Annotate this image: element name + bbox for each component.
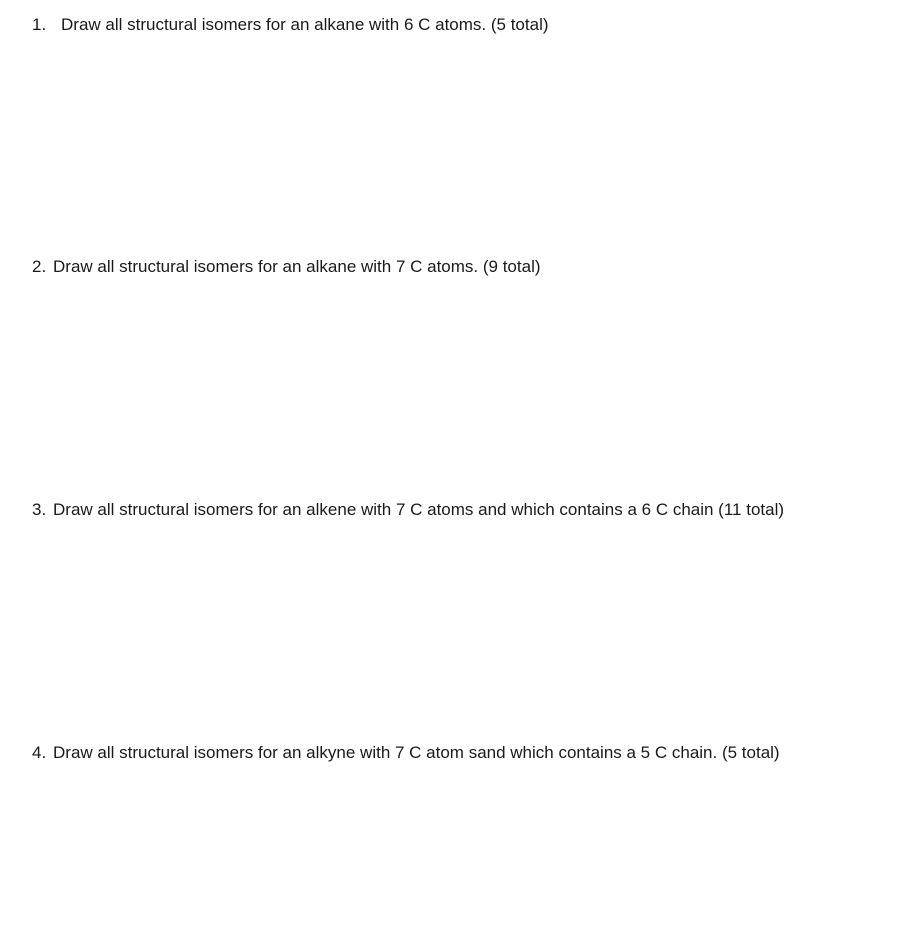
question-number: 3. — [32, 500, 47, 519]
answer-space-3 — [32, 525, 882, 735]
question-number: 1. — [32, 15, 47, 34]
question-1 — [32, 14, 549, 36]
question-text: Draw all structural isomers for an alkane with 6 C atoms. (5 total) — [61, 15, 549, 34]
question-number: 2. — [32, 257, 47, 276]
question-3 — [32, 499, 784, 521]
question-text: Draw all structural isomers for an alkyne with 7 C atom sand which contains a 5 C chain. (5 total) — [53, 743, 780, 762]
question-4 — [32, 742, 780, 764]
question-text: Draw all structural isomers for an alkane with 7 C atoms. (9 total) — [53, 257, 541, 276]
question-2 — [32, 256, 541, 278]
answer-space-4 — [32, 768, 882, 928]
answer-space-2 — [32, 282, 882, 492]
question-text: Draw all structural isomers for an alkene with 7 C atoms and which contains a 6 C chain (11 total) — [53, 500, 785, 519]
question-number: 4. — [32, 743, 47, 762]
answer-space-1 — [32, 40, 882, 250]
